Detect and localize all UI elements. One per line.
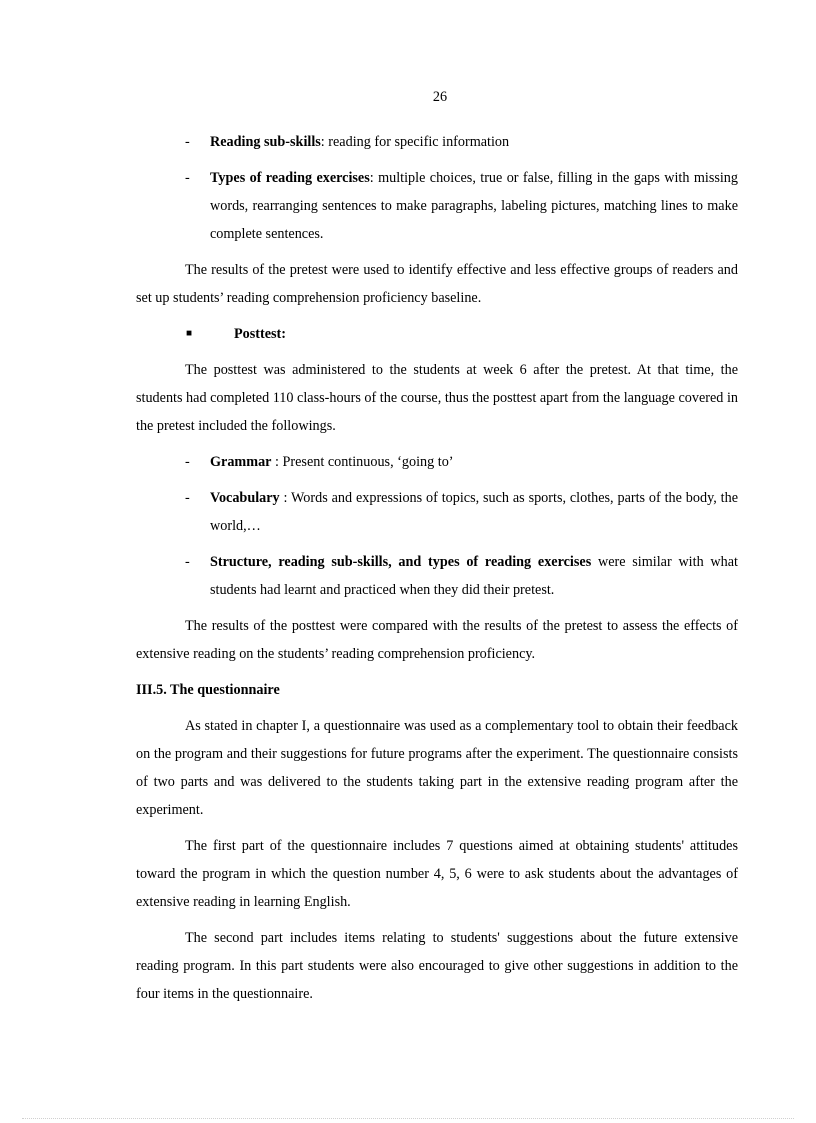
bullet-text: : Words and expressions of topics, such as sports, clothes, parts of the body, the world,… <box>210 490 738 534</box>
bullet-label: Grammar <box>210 454 272 470</box>
paragraph-posttest: The posttest was administered to the students at week 6 after the pretest. At that time, the students had completed 110 class-hours of the course, thus the posttest apart from the language covered in the pretest included the followings. <box>136 362 738 434</box>
paragraph-pretest-results: The results of the pretest were used to identify effective and less effective groups of readers and set up students’ reading comprehension proficiency baseline. <box>136 262 738 306</box>
bullet-dash: - <box>185 490 190 506</box>
bullet-dash: - <box>185 134 190 150</box>
section-heading: III.5. The questionnaire <box>136 682 280 698</box>
list-item <box>136 548 738 604</box>
list-item <box>136 128 738 156</box>
bullet-dash: - <box>185 554 190 570</box>
square-bullet-icon: ■ <box>186 328 193 339</box>
bullet-label: Reading sub-skills <box>210 134 321 150</box>
posttest-heading <box>136 320 738 348</box>
bullet-text: : reading for specific information <box>320 134 510 150</box>
paragraph-questionnaire-part-one: The first part of the questionnaire includes 7 questions aimed at obtaining students' attitudes toward the program in which the question number 4, 5, 6 were to ask students about the advantages of extensive reading in learning English. <box>136 838 738 910</box>
page-number: 26 <box>432 89 448 105</box>
bullet-label: Vocabulary <box>210 490 280 506</box>
list-item <box>136 448 738 476</box>
bullet-text: were similar with what students had learnt and practiced when they did their pretest. <box>210 554 738 598</box>
bullet-text: : multiple choices, true or false, filling in the gaps with missing words, rearranging sentences to make paragraphs, labeling pictures, matching lines to make complete sentences. <box>210 170 738 242</box>
bullet-text: : Present continuous, ‘going to’ <box>271 454 454 470</box>
bullet-label: Structure, reading sub-skills, and types of reading exercises <box>210 554 592 570</box>
list-item <box>136 484 738 540</box>
posttest-heading-text: Posttest: <box>234 326 286 342</box>
page-bottom-rule <box>22 1118 794 1119</box>
paragraph-questionnaire-intro: As stated in chapter I, a questionnaire was used as a complementary tool to obtain their feedback on the program and their suggestions for future programs after the experiment. The questionnaire consists of two parts and was delivered to the students taking part in the extensive reading program after the experiment. <box>136 718 738 818</box>
bullet-label: Types of reading exercises <box>210 170 370 186</box>
bullet-dash: - <box>185 170 190 186</box>
document-body <box>136 128 738 1016</box>
paragraph-posttest-results: The results of the posttest were compared with the results of the pretest to assess the effects of extensive reading on the students’ reading comprehension proficiency. <box>136 618 738 662</box>
bullet-dash: - <box>185 454 190 470</box>
list-item <box>136 164 738 248</box>
paragraph-questionnaire-part-two: The second part includes items relating to students' suggestions about the future extensive reading program. In this part students were also encouraged to give other suggestions in addition to the four items in the questionnaire. <box>136 930 738 1002</box>
